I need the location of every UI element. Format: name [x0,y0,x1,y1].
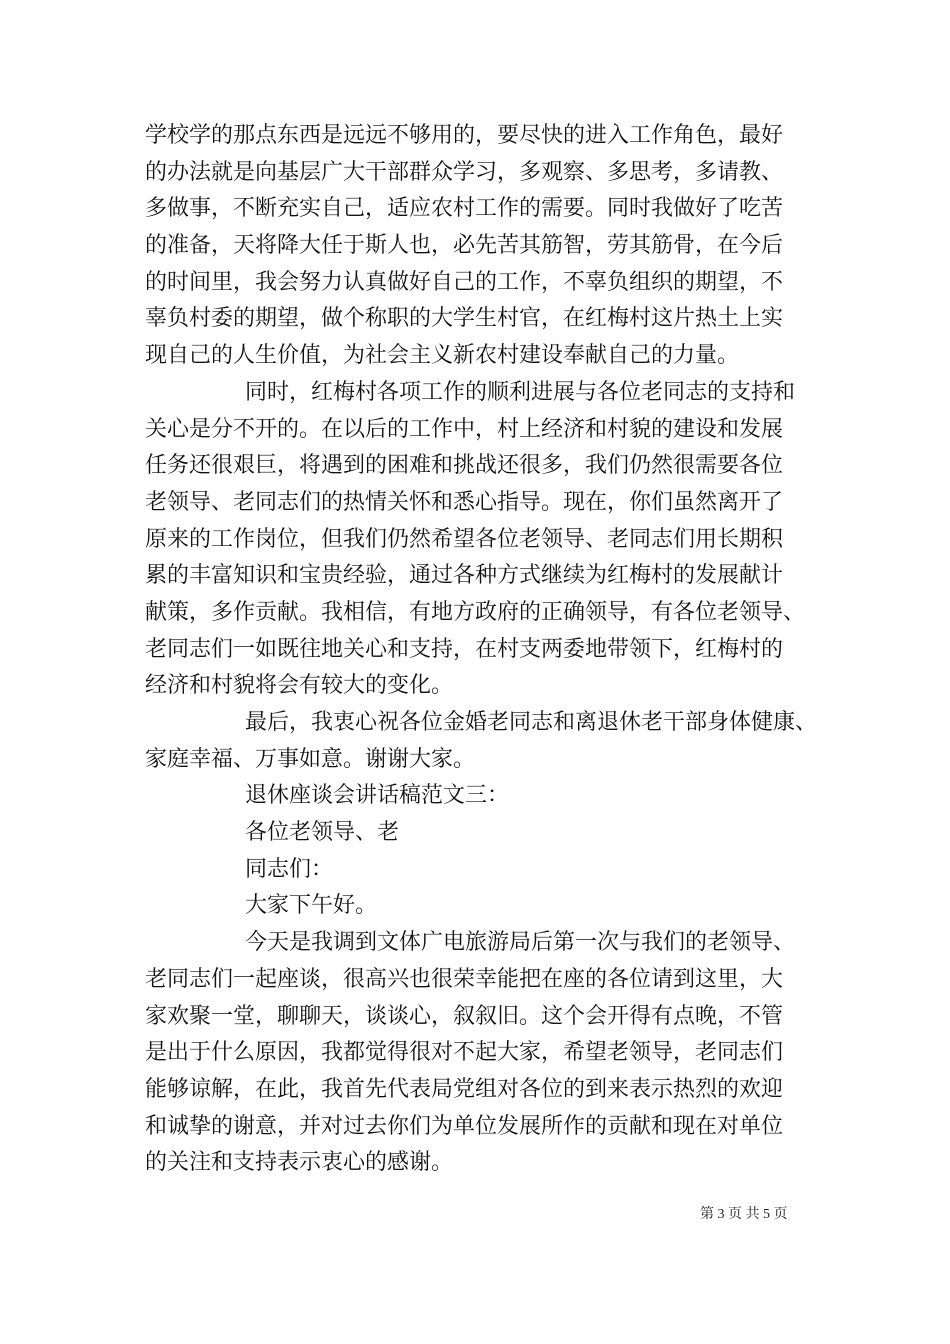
paragraph-start-line: 同时，红梅村各项工作的顺利进展与各位老同志的支持和 [245,379,796,405]
text-line: 和诚挚的谢意，并对过去你们为单位发展所作的贡献和现在对单位 [145,1113,784,1139]
text-line: 献策，多作贡献。我相信，有地方政府的正确领导，有各位老领导、 [145,599,806,625]
section-heading: 退休座谈会讲话稿范文三： [245,783,510,809]
text-line: 累的丰富知识和宝贵经验，通过各种方式继续为红梅村的发展献计 [145,563,784,589]
text-line: 学校学的那点东西是远远不够用的，要尽快的进入工作角色，最好 [145,123,784,148]
document-body [145,118,835,1182]
text-line: 能够谅解，在此，我首先代表局党组对各位的到来表示热烈的欢迎 [145,1076,784,1102]
text-line: 的准备，天将降大任于斯人也，必先苦其筋智，劳其筋骨，在今后 [145,233,784,259]
text-line: 家庭幸福、万事如意。谢谢大家。 [145,746,476,772]
page-number-footer: 第 3 页 共 5 页 [700,1207,788,1222]
text-line: 辜负村委的期望，做个称职的大学生村官，在红梅村这片热土上实 [145,306,784,332]
text-line: 是出于什么原因，我都觉得很对不起大家，希望老领导，老同志们 [145,1040,784,1066]
text-line: 老同志们一如既往地关心和支持，在村支两委地带领下，红梅村的 [145,636,784,662]
text-line: 的关注和支持表示衷心的感谢。 [145,1150,454,1176]
paragraph-start-line: 最后，我衷心祝各位金婚老同志和离退休老干部身体健康、 [245,710,818,735]
text-line: 老同志们一起座谈，很高兴也很荣幸能把在座的各位请到这里，大 [145,966,784,992]
text-line: 经济和村貌将会有较大的变化。 [145,673,454,699]
text-line: 原来的工作岗位，但我们仍然希望各位老领导、老同志们用长期积 [145,526,784,552]
text-line: 的办法就是向基层广大干部群众学习，多观察、多思考，多请教、 [145,159,784,185]
text-line: 家欢聚一堂，聊聊天，谈谈心，叙叙旧。这个会开得有点晚，不管 [145,1003,784,1029]
text-line: 老领导、老同志们的热情关怀和悉心指导。现在，你们虽然离开了 [145,489,784,515]
paragraph-start-line: 今天是我调到文体广电旅游局后第一次与我们的老领导、 [245,930,796,956]
salutation-line: 同志们： [245,856,334,882]
text-line: 的时间里，我会努力认真做好自己的工作，不辜负组织的期望，不 [145,269,784,295]
text-line: 关心是分不开的。在以后的工作中，村上经济和村貌的建设和发展 [145,416,784,442]
text-line: 多做事，不断充实自己，适应农村工作的需要。同时我做好了吃苦 [145,196,784,222]
text-line: 任务还很艰巨，将遇到的困难和挑战还很多，我们仍然很需要各位 [145,453,784,479]
text-line: 现自己的人生价值，为社会主义新农村建设奉献自己的力量。 [145,343,740,369]
greeting-line: 大家下午好。 [245,893,378,919]
salutation-line: 各位老领导、老 [245,820,400,846]
